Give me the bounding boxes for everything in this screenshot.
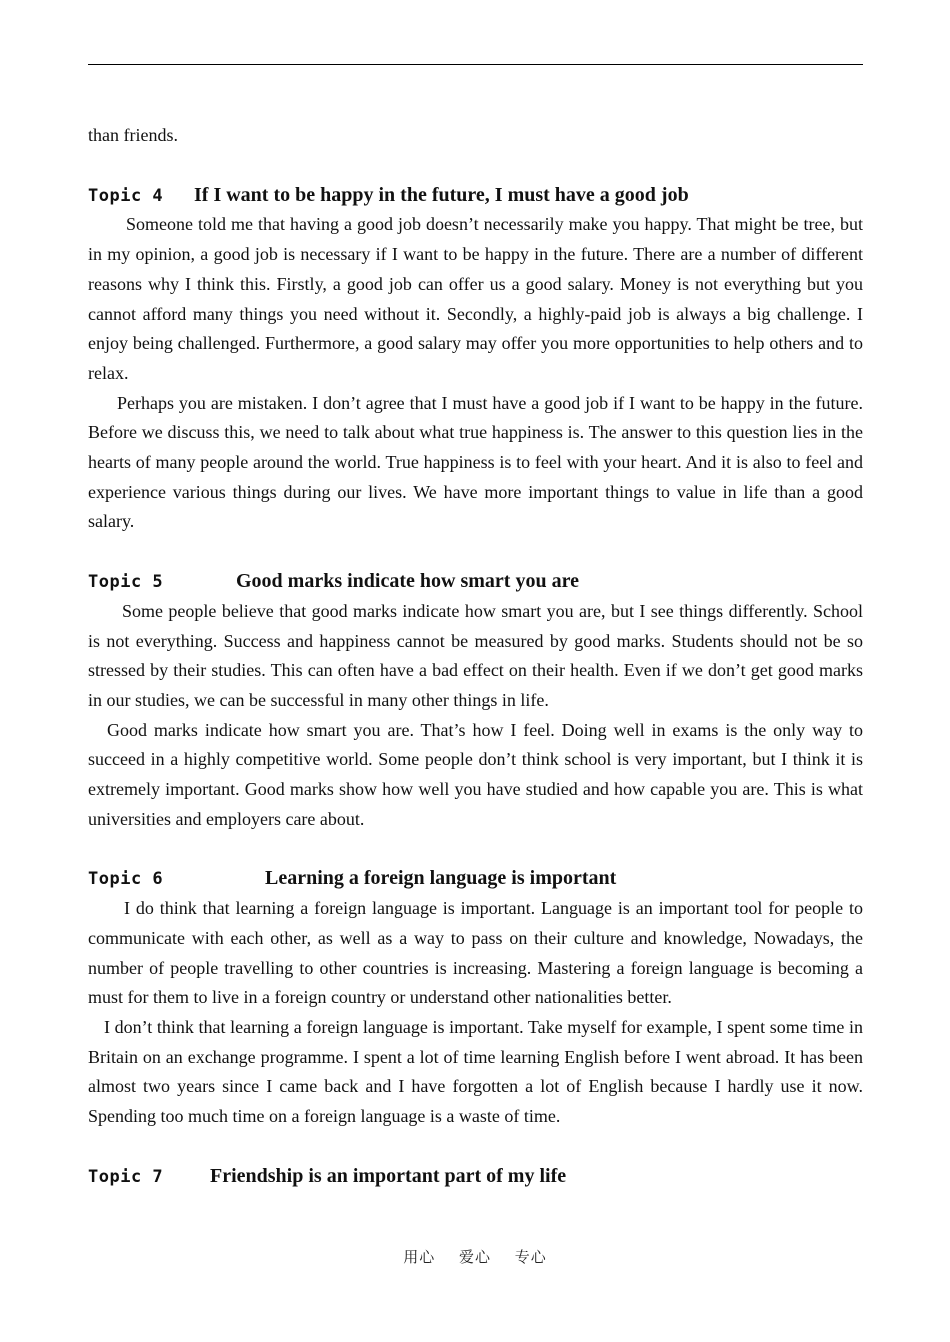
topic-6-paragraph-2: I don’t think that learning a foreign language is important. Take myself for example, I spent some time in Britain on an exchange programme. I spent a lot of time learning English before I went abroad. It has been almost two years since I came back and I have forgotten a lot of English because I hardly use it now. Spending too much time on a foreign language is a waste of time. [88, 1016, 863, 1127]
footer-word: 用心 [403, 1248, 436, 1266]
topic-7-heading [88, 1162, 863, 1192]
topic-4-heading [88, 181, 863, 211]
page-footer [0, 1246, 950, 1267]
topic-title: Good marks indicate how smart you are [236, 570, 579, 593]
topic-label: Topic 7 [88, 1166, 164, 1187]
topic-4-paragraph-1: Someone told me that having a good job doesn’t necessarily make you happy. That might be tree, but in my opinion, a good job is necessary if I want to be happy in the future. There are a number of different reasons why I think this. Firstly, a good job can offer us a good salary. Money is not everything but you cannot afford many things you need without it. Secondly, a highly-paid job is always a big challenge. I enjoy being challenged. Furthermore, a good salary may offer you more opportunities to help others and to relax. [88, 214, 863, 383]
topic-title: If I want to be happy in the future, I must have a good job [194, 183, 689, 206]
topic-6-paragraph-1: I do think that learning a foreign language is important. Language is an important tool for people to communicate with each other, as well as a way to pass on their culture and knowledge, Nowadays, the number of people travelling to other countries is increasing. Mastering a foreign language is becoming a must for them to live in a foreign country or understand other nationalities better. [88, 898, 863, 1008]
lead-fragment: than friends. [88, 125, 178, 145]
topic-5-paragraph-1: Some people believe that good marks indicate how smart you are, but I see things differently. School is not everything. Success and happiness cannot be measured by good marks. Students should not be so stressed by their studies. This can often have a bad effect on their health. Even if we don’t get good marks in our studies, we can be successful in many other things in life. [88, 600, 863, 710]
topic-5-heading [88, 567, 863, 597]
page-body [88, 121, 863, 1191]
topic-label: Topic 6 [88, 869, 164, 890]
topic-title: Friendship is an important part of my life [210, 1164, 567, 1187]
topic-5-paragraph-2: Good marks indicate how smart you are. That’s how I feel. Doing well in exams is the only way to succeed in a highly competitive world. Some people don’t think school is very important, but I think it is extremely important. Good marks show how well you have studied and how capable you are. This is what universities and employers care about. [88, 719, 863, 829]
topic-title: Learning a foreign language is important [265, 867, 617, 890]
header-rule [88, 64, 863, 65]
topic-4-paragraph-2: Perhaps you are mistaken. I don’t agree that I must have a good job if I want to be happy in the future. Before we discuss this, we need to talk about what true happiness is. The answer to this question lies in the hearts of many people around the world. True happiness is to feel with your heart. And it is also to feel and experience various things during our lives. We have more important things to value in life than a good salary. [88, 392, 863, 532]
topic-label: Topic 4 [88, 185, 164, 206]
topic-label: Topic 5 [88, 572, 164, 593]
topic-6-heading [88, 864, 863, 894]
footer-word: 专心 [514, 1248, 547, 1266]
footer-word: 爱心 [458, 1248, 491, 1266]
